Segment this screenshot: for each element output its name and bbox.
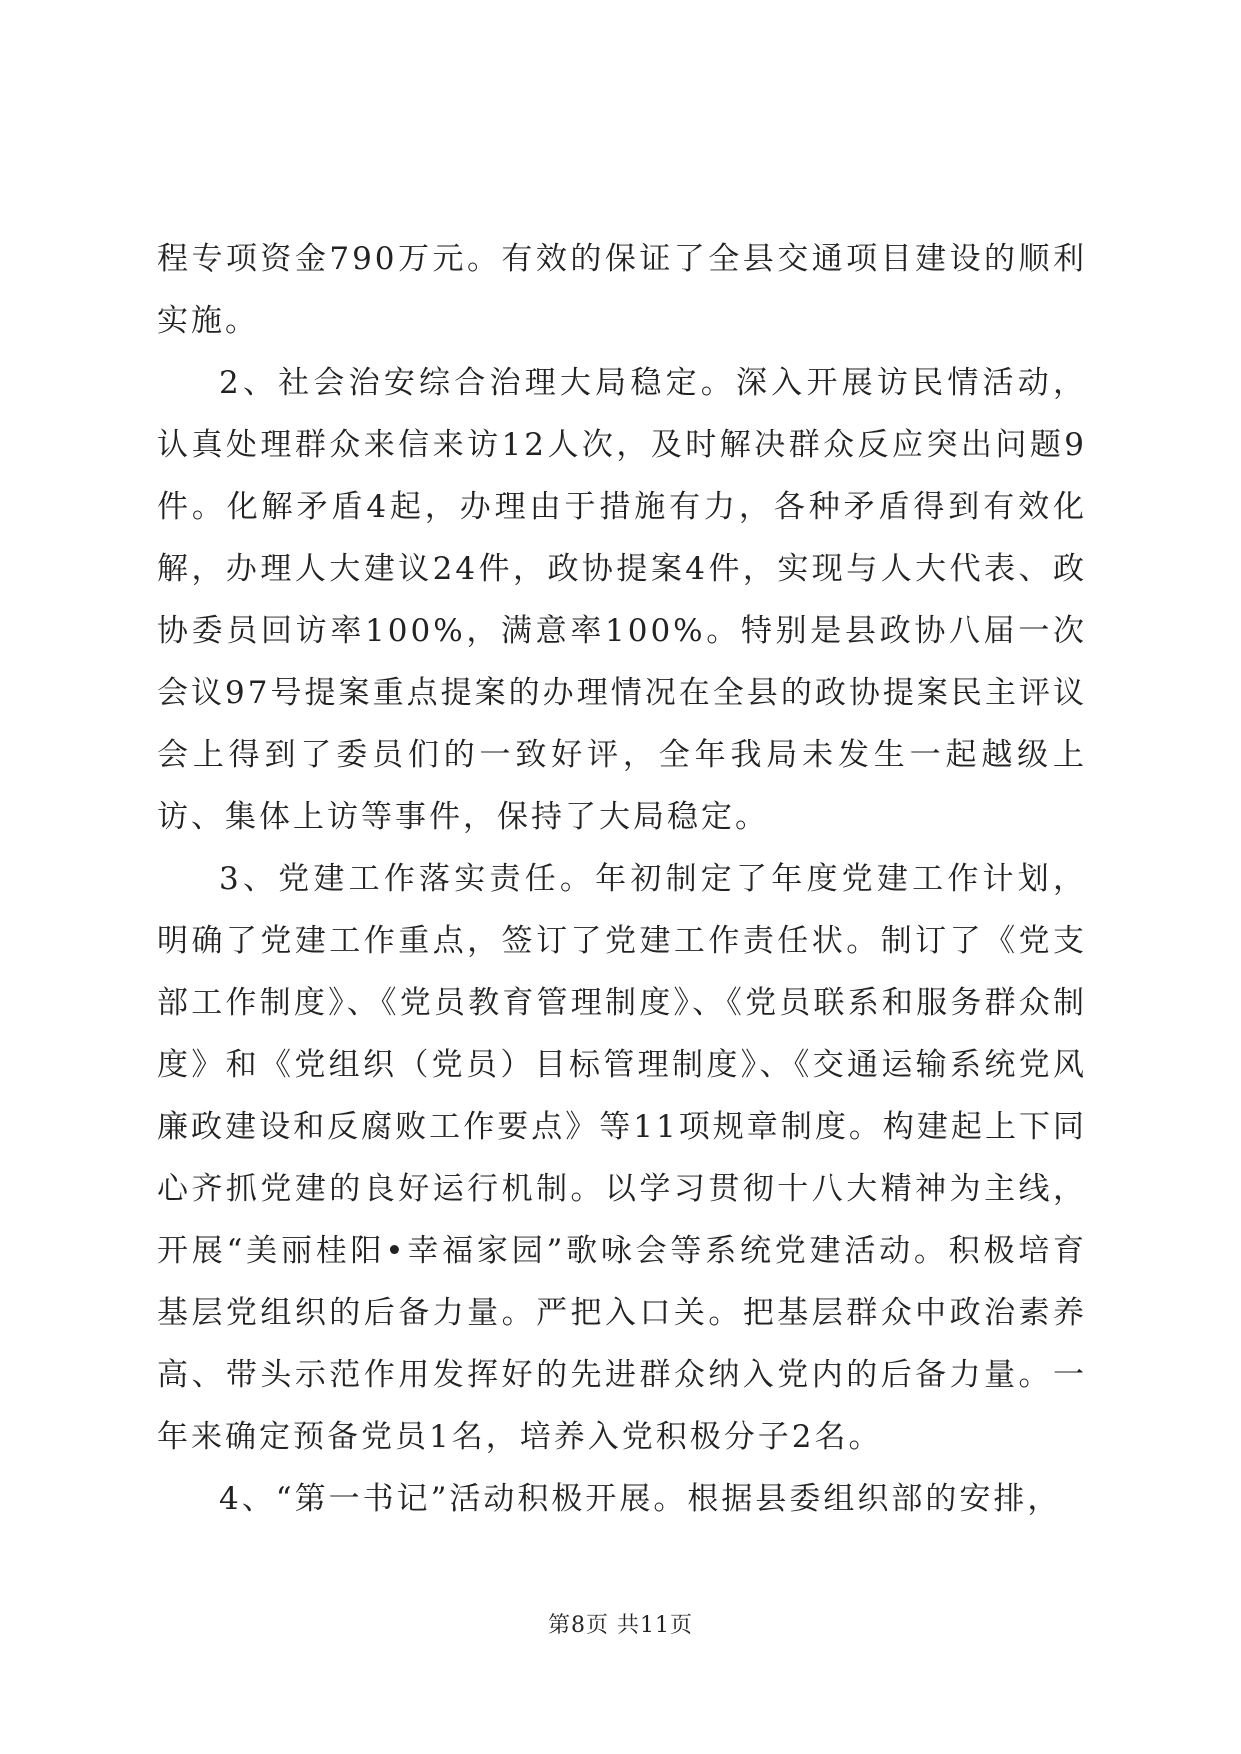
document-body bbox=[157, 228, 1087, 1530]
paragraph-item-2: 2、社会治安综合治理大局稳定。深入开展访民情活动，认真处理群众来信来访12人次，及时解决群众反应突出问题9件。化解矛盾4起，办理由于措施有力，各种矛盾得到有效化解，办理人大建议24件，政协提案4件，实现与人大代表、政协委员回访率100%，满意率100%。特别是县政协八届一次会议97号提案重点提案的办理情况在全县的政协提案民主评议会上得到了委员们的一致好评，全年我局未发生一起越级上访、集体上访等事件，保持了大局稳定。 bbox=[157, 365, 1087, 835]
page-number-footer: 第8页 共11页 bbox=[548, 1613, 693, 1638]
paragraph-continuation: 程专项资金790万元。有效的保证了全县交通项目建设的顺利实施。 bbox=[157, 241, 1087, 339]
paragraph-item-3: 3、党建工作落实责任。年初制定了年度党建工作计划，明确了党建工作重点，签订了党建工作责任状。制订了《党支部工作制度》、《党员教育管理制度》、《党员联系和服务群众制度》和《党组织（党员）目标管理制度》、《交通运输系统党风廉政建设和反腐败工作要点》等11项规章制度。构建起上下同心齐抓党建的良好运行机制。以学习贯彻十八大精神为主线，开展“美丽桂阳•幸福家园”歌咏会等系统党建活动。积极培育基层党组织的后备力量。严把入口关。把基层群众中政治素养高、带头示范作用发挥好的先进群众纳入党内的后备力量。一年来确定预备党员1名，培养入党积极分子2名。 bbox=[157, 861, 1087, 1455]
paragraph-item-4: 4、“第一书记”活动积极开展。根据县委组织部的安排， bbox=[219, 1481, 1062, 1517]
